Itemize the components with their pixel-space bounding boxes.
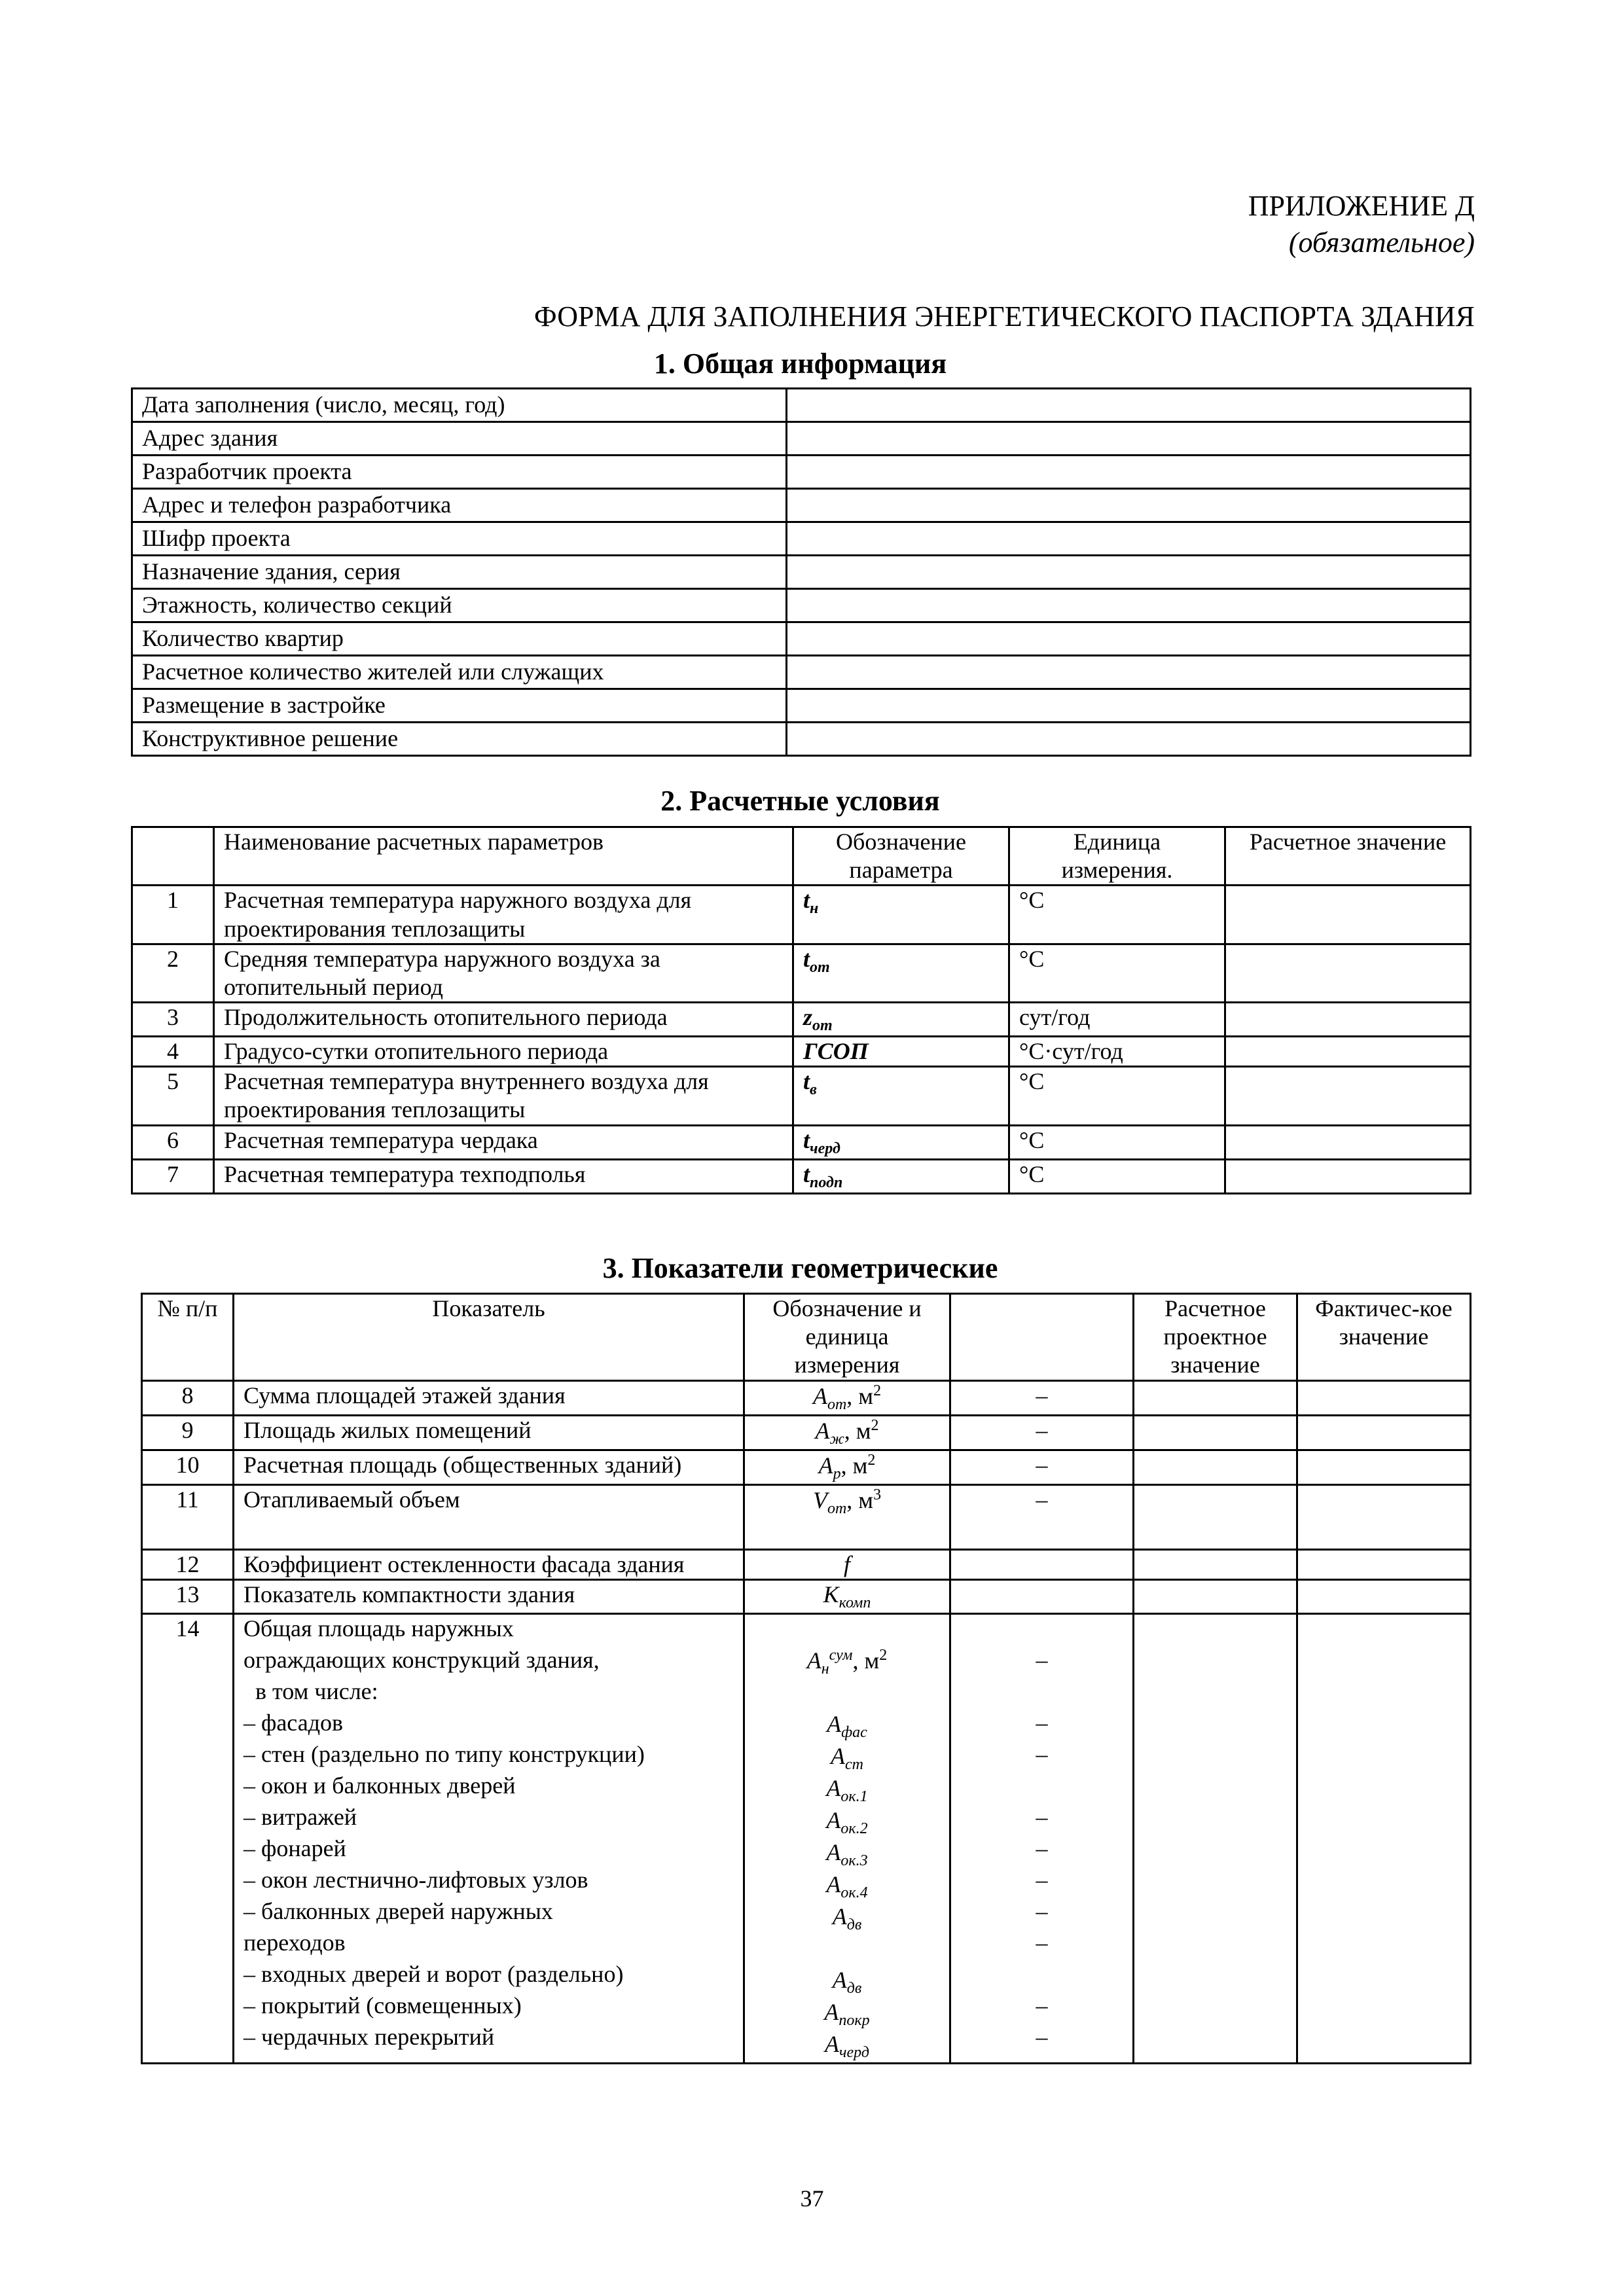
- parameter-symbol: [823, 1581, 871, 1611]
- design-value-cell: [1134, 1484, 1297, 1549]
- list-item-dash: –: [1036, 1992, 1048, 2018]
- value-cell: [1225, 1125, 1471, 1159]
- parameter-symbol: [803, 1126, 840, 1157]
- field-label: Количество квартир: [132, 622, 787, 656]
- design-value-cell: [1134, 1450, 1297, 1484]
- table-row: [132, 689, 1471, 723]
- symbol-subscript: в: [810, 1081, 817, 1099]
- symbol-letter: t: [803, 887, 810, 914]
- parameter-name: Продолжительность отопительного периода: [214, 1003, 793, 1037]
- field-label: Адрес здания: [132, 422, 787, 456]
- parameter-symbol: [844, 1551, 850, 1577]
- section3-title: 3. Показатели геометрические: [602, 1252, 998, 1284]
- symbol-cell: [744, 1380, 950, 1415]
- actual-value-cell: [1297, 1450, 1471, 1484]
- parameter-name: Расчетная температура чердака: [214, 1125, 793, 1159]
- list-item: – покрытий (совмещенных): [244, 1992, 522, 2018]
- list-item-symbol: [754, 1710, 940, 1742]
- symbol-subscript: черд: [839, 2043, 869, 2061]
- table-row: [132, 886, 1471, 944]
- list-item: – фасадов: [244, 1709, 344, 1736]
- table-row: [142, 1549, 1471, 1579]
- list-item-dash: –: [1036, 1803, 1048, 1830]
- symbol-letter: f: [843, 1551, 850, 1577]
- symbol-subscript: р: [833, 1465, 841, 1482]
- table-row: [132, 944, 1471, 1002]
- row-number: 6: [132, 1125, 214, 1159]
- actual-value-cell: [1297, 1484, 1471, 1549]
- header-name: Наименование расчетных параметров: [214, 827, 793, 886]
- field-label: Размещение в застройке: [132, 689, 787, 723]
- field-label: Дата заполнения (число, месяц, год): [132, 389, 787, 422]
- list-item-dash: –: [1036, 1897, 1048, 1924]
- parameter-symbol: [803, 945, 830, 976]
- list-item-dash: [960, 1772, 1123, 1803]
- symbol-subscript: ок.3: [840, 1852, 868, 1869]
- value-cell: [1225, 1003, 1471, 1037]
- table-row: [132, 1125, 1471, 1159]
- list-item-symbol: [754, 1966, 940, 1998]
- row-number: 3: [132, 1003, 214, 1037]
- symbol-letter: A: [826, 1806, 841, 1833]
- symbol-letter: A: [827, 1710, 842, 1737]
- unit-text: , м: [852, 1647, 880, 1674]
- field-label: Адрес и телефон разработчика: [132, 489, 787, 522]
- symbol-letter: A: [826, 1839, 841, 1865]
- parameter-symbol: [803, 1068, 817, 1099]
- field-label: Этажность, количество секций: [132, 589, 787, 622]
- list-item-symbol: [754, 1903, 940, 1935]
- list-item: – фонарей: [244, 1835, 346, 1861]
- table-row: [142, 1415, 1471, 1450]
- actual-value-cell: [1297, 1549, 1471, 1579]
- field-value-cell: [787, 522, 1471, 556]
- parameter-name: Расчетная температура внутреннего воздуха для проектирования теплозащиты: [214, 1067, 793, 1125]
- parameter-name: Средняя температура наружного воздуха за отопительный период: [214, 944, 793, 1002]
- field-value-cell: [787, 656, 1471, 689]
- value-cell: [1225, 944, 1471, 1002]
- parameter-name: Градусо-сутки отопительного периода: [214, 1037, 793, 1067]
- unit-cell: °С: [1009, 944, 1225, 1002]
- list-item-symbol: [754, 1839, 940, 1871]
- design-value-cell: [1134, 1613, 1297, 2063]
- field-label: Шифр проекта: [132, 522, 787, 556]
- symbol-subscript: ж: [829, 1430, 844, 1448]
- table-row: [132, 456, 1471, 489]
- list-item-symbol: [754, 1806, 940, 1839]
- field-value-cell: [787, 589, 1471, 622]
- symbol-cell: [744, 1549, 950, 1579]
- actual-value-cell: [1297, 1415, 1471, 1450]
- unit-text: , м: [846, 1486, 874, 1513]
- unit-exponent: 2: [873, 1382, 882, 1399]
- list-item-symbol: [754, 1871, 940, 1903]
- header-design-value: Расчетное проектное значение: [1134, 1294, 1297, 1381]
- total-area-symbol: [754, 1646, 940, 1679]
- symbol-cell: [793, 944, 1009, 1002]
- symbol-superscript: сум: [829, 1646, 853, 1664]
- dash-cell: –: [950, 1484, 1134, 1549]
- parameter-symbol: [803, 887, 819, 918]
- indicator-name: Сумма площадей этажей здания: [234, 1380, 744, 1415]
- symbol-subscript: комп: [839, 1594, 871, 1611]
- symbol-subscript: ок.1: [840, 1787, 868, 1805]
- row-number: 10: [142, 1450, 234, 1484]
- row-number: 1: [132, 886, 214, 944]
- parameter-symbol: [803, 1160, 843, 1191]
- row-number: 2: [132, 944, 214, 1002]
- symbol-letter: A: [812, 1382, 827, 1409]
- list-item-symbol: [754, 1935, 940, 1966]
- symbol-cell: [793, 1159, 1009, 1193]
- table-row: [132, 1067, 1471, 1125]
- dash-list: [960, 1615, 1123, 2054]
- unit-text: , м: [846, 1382, 874, 1409]
- page-number: 37: [800, 2185, 824, 2212]
- list-item-dash: –: [1036, 1866, 1048, 1893]
- unit-cell: °С·сут/год: [1009, 1037, 1225, 1067]
- row-number: 9: [142, 1415, 234, 1450]
- list-item-dash: –: [1036, 1740, 1048, 1767]
- parameter-name: Расчетная температура техподполья: [214, 1159, 793, 1193]
- title-line: Общая площадь наружных: [244, 1615, 514, 1641]
- spacer: [960, 1615, 1123, 1646]
- unit-exponent: 2: [879, 1646, 888, 1664]
- total-dash: –: [1036, 1646, 1048, 1673]
- title-line: в том числе:: [255, 1677, 378, 1704]
- field-label: Разработчик проекта: [132, 456, 787, 489]
- spacer: [754, 1615, 940, 1646]
- row-number: 4: [132, 1037, 214, 1067]
- geometric-indicators-table: [141, 1293, 1471, 2064]
- list-item: – балконных дверей наружных: [244, 1897, 553, 1924]
- symbol-letter: A: [826, 1871, 841, 1897]
- dash-cell: –: [950, 1380, 1134, 1415]
- unit-cell: °С: [1009, 1125, 1225, 1159]
- symbol-cell: [793, 886, 1009, 944]
- row-number: 13: [142, 1579, 234, 1613]
- design-value-cell: [1134, 1415, 1297, 1450]
- field-value-cell: [787, 389, 1471, 422]
- symbol-cell: [744, 1450, 950, 1484]
- table-row: [142, 1484, 1471, 1549]
- spacer: [754, 1679, 940, 1710]
- table-row: [142, 1450, 1471, 1484]
- header-num: № п/п: [142, 1294, 234, 1381]
- symbol-cell: [793, 1125, 1009, 1159]
- symbol-letter: t: [803, 1068, 810, 1095]
- symbol-subscript: н: [810, 900, 819, 918]
- parameter-symbol: [812, 1382, 882, 1413]
- list-item: – окон и балконных дверей: [244, 1772, 516, 1799]
- field-value-cell: [787, 723, 1471, 756]
- list-item-dash: [960, 1960, 1123, 1992]
- header-symbol: Обозначение параметра: [793, 827, 1009, 886]
- field-value-cell: [787, 456, 1471, 489]
- table-row: [132, 556, 1471, 589]
- parameter-name: Расчетная температура наружного воздуха для проектирования теплозащиты: [214, 886, 793, 944]
- symbol-cell: [744, 1613, 950, 2063]
- row-number: 8: [142, 1380, 234, 1415]
- design-conditions-table: [131, 826, 1471, 1194]
- symbol-subscript: дв: [846, 1916, 862, 1933]
- value-cell: [1225, 1037, 1471, 1067]
- list-item: – стен (раздельно по типу конструкции): [244, 1740, 645, 1767]
- symbol-cell: [744, 1579, 950, 1613]
- symbol-letter: K: [823, 1581, 839, 1607]
- symbol-letter: A: [815, 1417, 830, 1444]
- table-header-row: [142, 1294, 1471, 1381]
- list-item-symbol: [754, 1742, 940, 1774]
- list-item: – витражей: [244, 1803, 357, 1830]
- table-row: [132, 723, 1471, 756]
- symbol-subscript: от: [810, 958, 830, 976]
- actual-value-cell: [1297, 1613, 1471, 2063]
- table-row: [132, 522, 1471, 556]
- spacer: [960, 1677, 1123, 1709]
- field-value-cell: [787, 622, 1471, 656]
- field-label: Расчетное количество жителей или служащих: [132, 656, 787, 689]
- table-row: [142, 1579, 1471, 1613]
- parameter-symbol: [818, 1451, 876, 1482]
- list-item-symbol: [754, 1774, 940, 1806]
- symbol-subscript: от: [827, 1395, 847, 1413]
- row-number: 14: [142, 1613, 234, 2063]
- row-number: 7: [132, 1159, 214, 1193]
- dash-cell: [950, 1549, 1134, 1579]
- list-item-dash: –: [1036, 1929, 1048, 1956]
- title-line: ограждающих конструкций здания,: [244, 1646, 600, 1673]
- symbol-letter: V: [812, 1486, 827, 1513]
- row-number: 11: [142, 1484, 234, 1549]
- list-item-dash: –: [1036, 1709, 1048, 1736]
- header-symbol: Обозначение и единица измерения: [744, 1294, 950, 1381]
- field-label: Конструктивное решение: [132, 723, 787, 756]
- symbol-subscript: ок.2: [840, 1820, 868, 1837]
- symbol-subscript: н: [821, 1660, 829, 1677]
- symbol-cell: [793, 1067, 1009, 1125]
- indicator-name: Коэффициент остекленности фасада здания: [234, 1549, 744, 1579]
- table-row: [132, 1003, 1471, 1037]
- symbol-letter: A: [831, 1742, 845, 1769]
- symbol-letter: A: [832, 1966, 847, 1993]
- symbol-subscript: дв: [846, 1979, 862, 1997]
- header-actual-value: Фактичес-кое значение: [1297, 1294, 1471, 1381]
- unit-exponent: 2: [867, 1451, 876, 1469]
- table-row: [132, 656, 1471, 689]
- symbol-subscript: от: [812, 1017, 833, 1035]
- indicator-name: Отапливаемый объем: [234, 1484, 744, 1549]
- parameter-symbol: [803, 1038, 869, 1064]
- list-item-dash: –: [1036, 2023, 1048, 2050]
- table-row: [132, 489, 1471, 522]
- unit-cell: °С: [1009, 1159, 1225, 1193]
- symbol-letter: ГСОП: [803, 1038, 869, 1065]
- symbol-subscript: фас: [841, 1723, 867, 1741]
- appendix-note: (обязательное): [1288, 226, 1475, 259]
- symbol-letter: t: [803, 945, 810, 972]
- field-value-cell: [787, 556, 1471, 589]
- symbol-letter: z: [803, 1004, 813, 1031]
- indicator-name: [234, 1613, 744, 2063]
- field-label: Назначение здания, серия: [132, 556, 787, 589]
- table-row: [132, 622, 1471, 656]
- symbol-subscript: ст: [845, 1755, 863, 1773]
- symbol-subscript: от: [827, 1499, 847, 1517]
- dash-cell: –: [950, 1415, 1134, 1450]
- list-item: – входных дверей и ворот (раздельно): [244, 1960, 624, 1987]
- unit-cell: °С: [1009, 1067, 1225, 1125]
- header-indicator: Показатель: [234, 1294, 744, 1381]
- list-item: – чердачных перекрытий: [244, 2023, 495, 2050]
- symbol-letter: A: [806, 1647, 821, 1674]
- design-value-cell: [1134, 1380, 1297, 1415]
- header-unit: Единица измерения.: [1009, 827, 1225, 886]
- symbol-subscript: черд: [810, 1139, 840, 1157]
- appendix-label: ПРИЛОЖЕНИЕ Д: [1248, 190, 1475, 222]
- field-value-cell: [787, 422, 1471, 456]
- section1-title: 1. Общая информация: [653, 348, 947, 380]
- component-list: [244, 1615, 734, 2054]
- symbol-letter: A: [818, 1452, 833, 1479]
- value-cell: [1225, 886, 1471, 944]
- table-header-row: [132, 827, 1471, 886]
- list-item-symbol: [754, 1998, 940, 2030]
- dash-cell: –: [950, 1450, 1134, 1484]
- field-value-cell: [787, 489, 1471, 522]
- parameter-symbol: [815, 1416, 879, 1448]
- list-item: переходов: [244, 1929, 346, 1956]
- symbol-letter: A: [826, 1774, 841, 1801]
- symbol-subscript: подп: [810, 1174, 843, 1191]
- symbol-letter: t: [803, 1126, 810, 1153]
- actual-value-cell: [1297, 1380, 1471, 1415]
- symbol-letter: t: [803, 1160, 810, 1187]
- table-row: [132, 1159, 1471, 1193]
- symbol-cell: [744, 1484, 950, 1549]
- table-row: [132, 389, 1471, 422]
- table-row: [142, 1613, 1471, 2063]
- header-value: Расчетное значение: [1225, 827, 1471, 886]
- list-item-dash: –: [1036, 1835, 1048, 1861]
- dash-cell: [950, 1579, 1134, 1613]
- indicator-name: Расчетная площадь (общественных зданий): [234, 1450, 744, 1484]
- symbol-cell: [793, 1003, 1009, 1037]
- symbol-subscript: покр: [839, 2011, 870, 2029]
- list-item-symbol: [754, 2030, 940, 2062]
- unit-text: , м: [844, 1417, 871, 1444]
- row-number: 12: [142, 1549, 234, 1579]
- section2-title: 2. Расчетные условия: [660, 785, 940, 817]
- symbol-letter: A: [825, 2030, 840, 2057]
- parameter-symbol: [812, 1486, 882, 1517]
- unit-exponent: 3: [873, 1486, 882, 1503]
- form-title: ФОРМА ДЛЯ ЗАПОЛНЕНИЯ ЭНЕРГЕТИЧЕСКОГО ПАСПОРТА ЗДАНИЯ: [533, 300, 1475, 332]
- parameter-symbol: [803, 1004, 833, 1035]
- table-row: [132, 422, 1471, 456]
- table-row: [142, 1380, 1471, 1415]
- symbol-cell: [793, 1037, 1009, 1067]
- indicator-name: Показатель компактности здания: [234, 1579, 744, 1613]
- general-info-table: [131, 387, 1471, 757]
- table-row: [132, 589, 1471, 622]
- row-number: 5: [132, 1067, 214, 1125]
- value-cell: [1225, 1067, 1471, 1125]
- unit-exponent: 2: [871, 1416, 879, 1434]
- field-value-cell: [787, 689, 1471, 723]
- dash-cell: [950, 1613, 1134, 2063]
- symbol-list: [754, 1615, 940, 2062]
- symbol-cell: [744, 1415, 950, 1450]
- table-row: [132, 1037, 1471, 1067]
- value-cell: [1225, 1159, 1471, 1193]
- symbol-letter: A: [832, 1903, 847, 1929]
- actual-value-cell: [1297, 1579, 1471, 1613]
- unit-cell: °С: [1009, 886, 1225, 944]
- symbol-subscript: ок.4: [840, 1884, 868, 1901]
- design-value-cell: [1134, 1549, 1297, 1579]
- list-item: – окон лестнично-лифтовых узлов: [244, 1866, 588, 1893]
- indicator-name: Площадь жилых помещений: [234, 1415, 744, 1450]
- symbol-letter: A: [824, 1998, 839, 2025]
- unit-cell: сут/год: [1009, 1003, 1225, 1037]
- unit-text: , м: [840, 1452, 868, 1479]
- design-value-cell: [1134, 1579, 1297, 1613]
